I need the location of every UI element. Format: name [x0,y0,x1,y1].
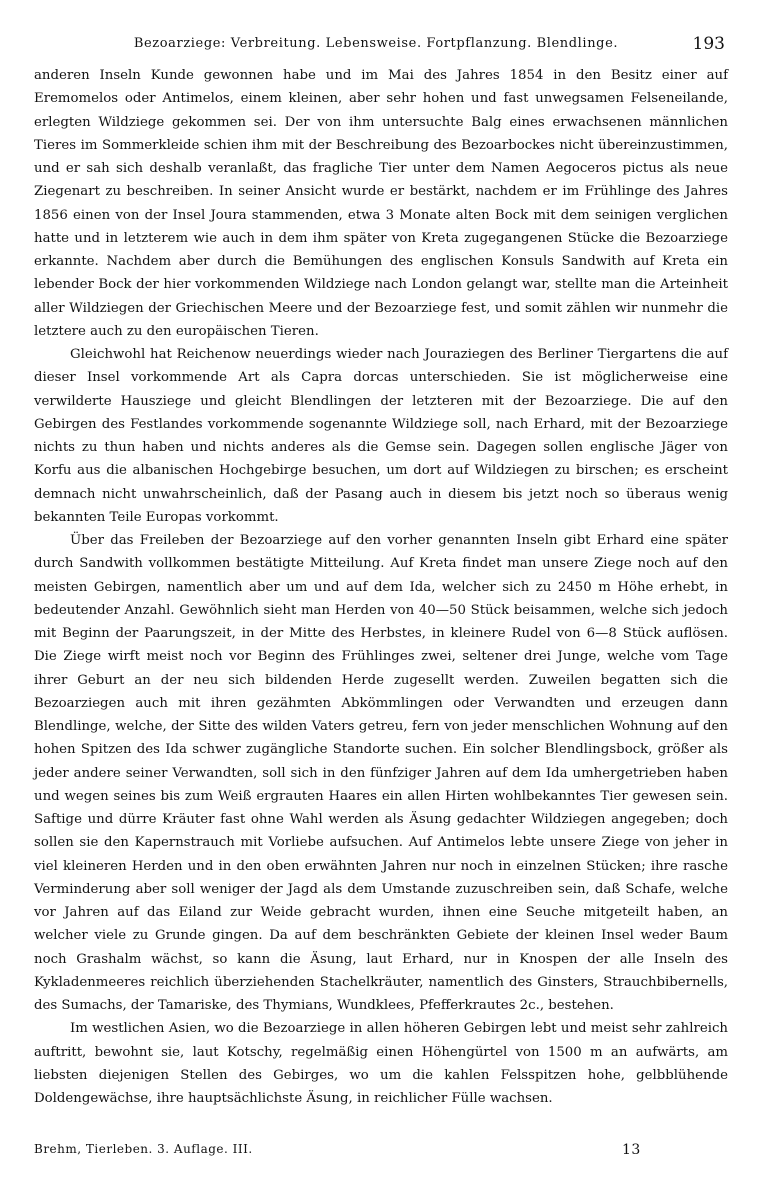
page-footer [34,1142,728,1156]
paragraph-3: Über das Freileben der Bezoarziege auf den vorher genannten Inseln gibt Erhard eine später durch Sandwith vollkommen bestätigte Mitteilung. Auf Kreta findet man unsere Ziege noch auf den meisten Gebirgen, namentlich aber um und auf dem Ida, welcher sich zu 2450 m Höhe erhebt, in bedeutender Anzahl. Gewöhnlich sieht man Herden von 40—50 Stück beisammen, welche sich jedoch mit Beginn der Paarungszeit, in der Mitte des Herbstes, in kleinere Rudel von 6—8 Stück auflösen. Die Ziege wirft meist noch vor Beginn des Frühlinges zwei, seltener drei Junge, welche vom Tage ihrer Geburt an der neu sich bildenden Herde zugesellt werden. Zuweilen begatten sich die Bezoarziegen auch mit ihren gezähmten Abkömmlingen oder Verwandten und erzeugen dann Blendlinge, welche, der Sitte des wilden Vaters getreu, fern von jeder menschlichen Wohnung auf den hohen Spitzen des Ida schwer zugängliche Standorte suchen. Ein solcher Blendlingsbock, größer als jeder andere seiner Verwandten, soll sich in den fünfziger Jahren auf dem Ida umhergetrieben haben und wegen seines bis zum Weiß ergrauten Haares ein allen Hirten wohlbekanntes Tier gewesen sein. Saftige und dürre Kräuter fast ohne Wahl werden als Äsung gedachter Wildziegen angegeben; doch sollen sie den Kapernstrauch mit Vorliebe aufsuchen. Auf Antimelos lebte unsere Ziege von jeher in viel kleineren Herden und in den oben erwähnten Jahren nur noch in einzelnen Stücken; ihre rasche Verminderung aber soll weniger der Jagd als dem Umstande zuzuschreiben sein, daß Schafe, welche vor Jahren auf das Eiland zur Weide gebracht wurden, ihnen eine Seuche mitgeteilt haben, an welcher viele zu Grunde gingen. Da auf dem beschränkten Gebiete der kleinen Insel weder Baum noch Grashalm wächst, so kann die Äsung, laut Erhard, nur in Knospen der alle Inseln des Kykladenmeeres reichlich überziehenden Stachelkräuter, namentlich des Ginsters, Strauchbibernells, des Sumachs, der Tamariske, des Thymians, Wundklees, Pfefferkrautes 2c., bestehen. [34,533,728,1013]
body-text [34,64,728,1110]
paragraph-2: Gleichwohl hat Reichenow neuerdings wieder nach Jouraziegen des Berliner Tiergartens die auf dieser Insel vorkommende Art als Capra dorcas unterschieden. Sie ist möglicherweise eine verwilderte Hausziege und gleicht Blendlingen der letzteren mit der Bezoarziege. Die auf den Gebirgen des Festlandes vorkommende sogenannte Wildziege soll, nach Erhard, mit der Bezoarziege nichts zu thun haben und nichts anderes als die Gemse sein. Dagegen sollen englische Jäger von Korfu aus die albanischen Hochgebirge besuchen, um dort auf Wildziegen zu birschen; es erscheint demnach nicht unwahrscheinlich, daß der Pasang auch in diesem bis jetzt noch so überaus wenig bekannten Teile Europas vorkommt. [34,347,728,525]
paragraph-4: Im westlichen Asien, wo die Bezoarziege in allen höheren Gebirgen lebt und meist sehr zahlreich auftritt, bewohnt sie, laut Kotschy, regelmäßig einen Höhengürtel von 1500 m an aufwärts, am liebsten diejenigen Stellen des Gebirges, wo um die kahlen Felsspitzen hohe, gelbblühende Doldengewächse, ihre hauptsächlichste Äsung, in reichlicher Fülle wachsen. [34,1021,728,1106]
page-number: 193 [692,34,725,54]
footer-source: Brehm, Tierleben. 3. Auflage. III. [34,1142,253,1156]
signature-mark: 13 [622,1142,641,1158]
running-head: Bezoarziege: Verbreitung. Lebensweise. Fortpflanzung. Blendlinge. [133,36,619,51]
paragraph-1: anderen Inseln Kunde gewonnen habe und im Mai des Jahres 1854 in den Besitz einer auf Eremomelos oder Antimelos, einem kleinen, aber sehr hohen und fast unwegsamen Felseneilande, erlegten Wildziege gekommen sei. Der von ihm untersuchte Balg eines erwachsenen männlichen Tieres im Sommerkleide schien ihm mit der Beschreibung des Bezoarbockes nicht übereinzustimmen, und er sah sich deshalb veranlaßt, das fragliche Tier unter dem Namen Aegoceros pictus als neue Ziegenart zu beschreiben. In seiner Ansicht wurde er bestärkt, nachdem er im Frühlinge des Jahres 1856 einen von der Insel Joura stammenden, etwa 3 Monate alten Bock mit dem seinigen verglichen hatte und in letzterem wie auch in dem ihm später von Kreta zugegangenen Stücke die Bezoarziege erkannte. Nachdem aber durch die Bemühungen des englischen Konsuls Sandwith auf Kreta ein lebender Bock der hier vorkommenden Wildziege nach London gelangt war, stellte man die Arteinheit aller Wildziegen der Griechischen Meere und der Bezoarziege fest, und somit zählen wir nunmehr die letztere auch zu den europäischen Tieren. [34,68,728,339]
